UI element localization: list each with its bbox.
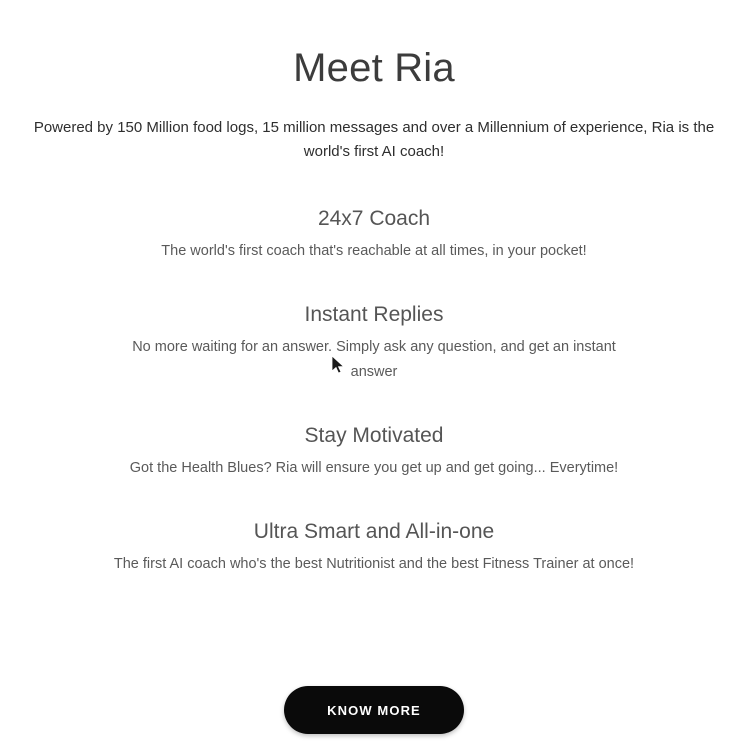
feature-description: No more waiting for an answer. Simply ask any question, and get an instant answer	[132, 339, 616, 381]
page-subtitle: Powered by 150 Million food logs, 15 million messages and over a Millennium of experience, Ria is the world's first AI coach!	[33, 119, 715, 160]
feature-item-stay-motivated	[24, 421, 724, 481]
feature-title: Instant Replies	[304, 303, 444, 327]
feature-list	[24, 204, 724, 577]
cta-container	[0, 686, 748, 734]
feature-description: The world's first coach that's reachable at all times, in your pocket!	[161, 243, 587, 260]
feature-title: Ultra Smart and All-in-one	[253, 519, 495, 543]
feature-title: Stay Motivated	[304, 423, 444, 447]
feature-item-ultra-smart	[24, 517, 724, 577]
feature-title: 24x7 Coach	[317, 207, 431, 230]
know-more-button[interactable]: KNOW MORE	[284, 686, 464, 734]
feature-item-instant-replies	[24, 300, 724, 385]
page-title: Meet Ria	[293, 46, 455, 90]
feature-description: The first AI coach who's the best Nutritionist and the best Fitness Trainer at once!	[113, 556, 635, 573]
feature-description: Got the Health Blues? Ria will ensure you get up and get going... Everytime!	[129, 460, 619, 477]
feature-item-24x7-coach	[24, 204, 724, 264]
